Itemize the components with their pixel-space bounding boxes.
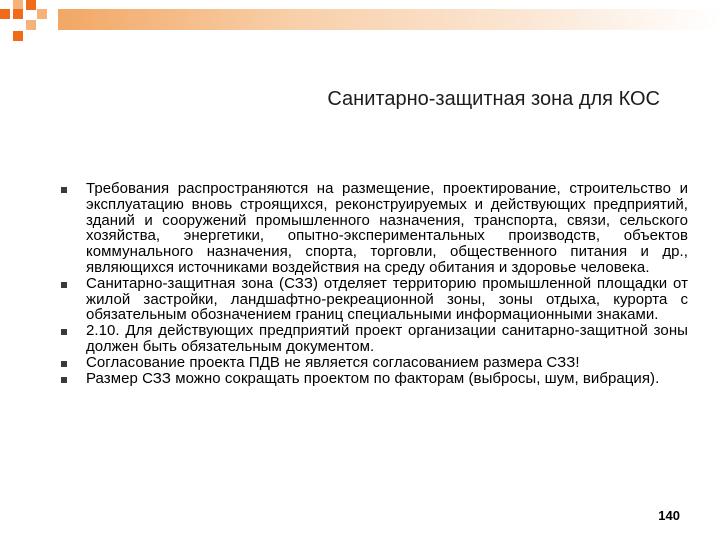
square-bullet-icon — [61, 361, 67, 367]
bullet-list — [58, 181, 688, 386]
page-number: 140 — [658, 508, 680, 523]
header-gradient-bar — [58, 9, 720, 30]
square-bullet-icon — [61, 329, 67, 335]
square-bullet-icon — [61, 187, 67, 193]
bullet-text: Требования распространяются на размещение, проектирование, строительство и эксплуатацию вновь строящихся, реконструируемых и действующих предприятий, зданий и сооружений промышленного назначения, транспорта, связи, сельского хозяйства, энергетики, опытно-экспериментальных производств, объектов коммунального назначения, спорта, торговли, общественного питания и др., являющихся источниками воздействия на среду обитания и здоровье человека. — [86, 180, 688, 276]
list-item — [58, 355, 688, 371]
corner-square-decor — [26, 0, 36, 10]
slide-title: Санитарно-защитная зона для КОС — [327, 88, 660, 110]
list-item — [58, 276, 688, 323]
corner-square-decor — [13, 31, 23, 41]
bullet-text: Санитарно-защитная зона (СЗЗ) отделяет территорию промышленной площадки от жилой застройки, ландшафтно-рекреационной зоны, зоны отдыха, курорта с обязательным обозначением границ специальными информационными знаками. — [86, 274, 688, 324]
square-bullet-icon — [61, 377, 67, 383]
corner-square-decor — [37, 9, 47, 19]
list-item — [58, 371, 688, 387]
bullet-text: 2.10. Для действующих предприятий проект организации санитарно-защитной зоны должен быть обязательным документом. — [86, 322, 688, 355]
corner-square-decor — [13, 9, 23, 19]
corner-square-decor — [0, 9, 10, 19]
corner-square-decor — [26, 20, 36, 30]
list-item — [58, 323, 688, 355]
list-item — [58, 181, 688, 276]
square-bullet-icon — [61, 282, 67, 288]
bullet-text: Размер СЗЗ можно сокращать проектом по факторам (выбросы, шум, вибрация). — [86, 369, 660, 387]
bullet-text: Согласование проекта ПДВ не является согласованием размера СЗЗ! — [86, 353, 580, 371]
